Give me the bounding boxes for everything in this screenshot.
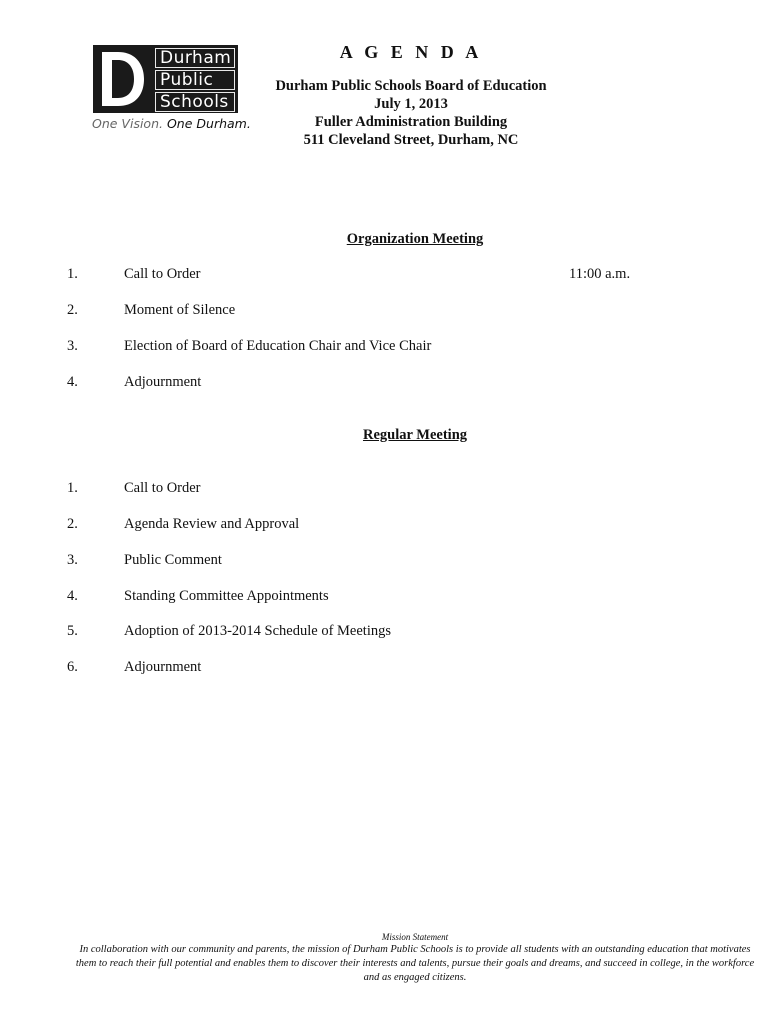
agenda-item (67, 338, 730, 356)
agenda-item (67, 302, 730, 320)
item-number: 3. (67, 552, 78, 568)
item-label: Adjournment (124, 659, 202, 675)
header-date: July 1, 2013 (374, 96, 448, 112)
agenda-item (67, 588, 730, 606)
regular-meeting-title: Regular Meeting (362, 427, 468, 443)
item-label: Standing Committee Appointments (124, 588, 329, 604)
logo-d-icon (96, 48, 148, 110)
logo-d-letter (93, 45, 151, 113)
header-address: 511 Cleveland Street, Durham, NC (303, 132, 519, 148)
item-label: Public Comment (124, 552, 222, 568)
agenda-item (67, 552, 730, 570)
item-number: 5. (67, 623, 78, 639)
item-number: 2. (67, 516, 78, 532)
item-label: Call to Order (124, 480, 201, 496)
mission-text: In collaboration with our community and parents, the mission of Durham Public Schools is to provide all students with an outstanding education that motivates them to reach their full potential and enables them to discover their interests and talents, pursue their goals and dreams, and succeed in college, in the workforce and as engaged citizens. (75, 944, 755, 983)
logo-word-schools: Schools (155, 92, 235, 112)
organization-meeting-title: Organization Meeting (346, 231, 484, 247)
agenda-item (67, 266, 730, 284)
logo-word-public: Public (155, 70, 235, 90)
item-number: 2. (67, 302, 78, 318)
header-board: Durham Public Schools Board of Education (275, 78, 547, 94)
agenda-item (67, 516, 730, 534)
agenda-title: A G E N D A (339, 42, 483, 62)
item-number: 4. (67, 588, 78, 604)
agenda-header (250, 42, 572, 149)
mission-statement (70, 932, 760, 985)
item-label: Agenda Review and Approval (124, 516, 300, 532)
logo-word-durham: Durham (155, 48, 235, 68)
mission-title: Mission Statement (381, 932, 449, 942)
item-number: 4. (67, 374, 78, 390)
dps-logo (90, 45, 250, 137)
agenda-item (67, 374, 730, 392)
agenda-item (67, 623, 730, 641)
item-label: Call to Order (124, 266, 201, 282)
item-number: 1. (67, 266, 78, 282)
item-label: Adoption of 2013-2014 Schedule of Meetings (124, 623, 392, 639)
item-time: 11:00 a.m. (569, 266, 631, 282)
logo-mark (93, 45, 238, 113)
logo-tagline (92, 116, 251, 131)
item-label: Adjournment (124, 374, 202, 390)
tagline-part1: One Vision. (92, 116, 163, 131)
item-label: Election of Board of Education Chair and Vice Chair (124, 338, 432, 354)
agenda-item (67, 480, 730, 498)
header-building: Fuller Administration Building (314, 114, 508, 130)
item-number: 6. (67, 659, 78, 675)
tagline-part2: One Durham. (166, 116, 251, 131)
agenda-item (67, 659, 730, 677)
item-number: 3. (67, 338, 78, 354)
item-number: 1. (67, 480, 78, 496)
item-label: Moment of Silence (124, 302, 236, 318)
